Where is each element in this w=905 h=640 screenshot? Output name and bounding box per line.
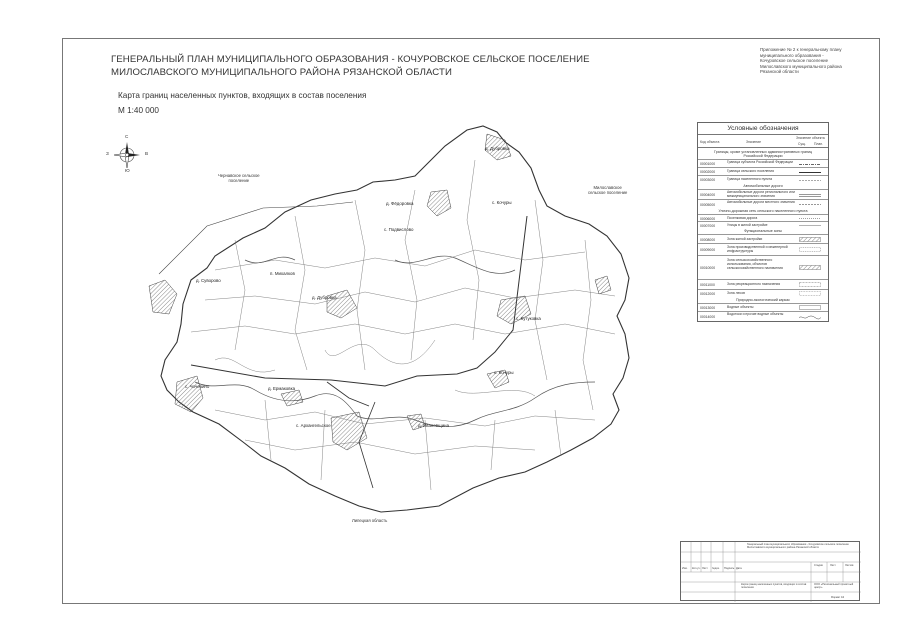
- legend-row: [698, 234, 828, 243]
- title-block-stamp: [680, 541, 860, 601]
- legend-row: [698, 214, 828, 221]
- map-scale: М 1:40 000: [118, 106, 159, 115]
- legend-symbol-zone: [799, 291, 821, 296]
- neighbor-south-label: Липецкая область: [352, 518, 388, 523]
- settlement-map: [95, 120, 675, 520]
- zone-ermakovka: [281, 390, 303, 406]
- compass-west: З: [106, 151, 109, 156]
- neighbor-east-line-1: Милославское: [593, 185, 622, 190]
- stamp-col-date: Дата: [736, 567, 742, 570]
- legend-section: Границы, кроме установленных административных границ: [713, 150, 813, 154]
- legend-row: [698, 199, 828, 208]
- settlement-label: д. Дубровка: [485, 146, 510, 151]
- stamp-sheet: Лист: [830, 564, 836, 567]
- settlement-label: д. Ермаковка: [268, 386, 296, 391]
- legend-code: 00003000: [700, 178, 716, 182]
- legend-desc: Водные объекты: [727, 305, 754, 309]
- settlement-label: с. Чочевино: [185, 384, 210, 389]
- legend-symbol-zone: [799, 237, 821, 242]
- legend-row: [698, 175, 828, 183]
- legend-code: 00004000: [700, 193, 716, 197]
- map-subtitle: Карта границ населенных пунктов, входящих в состав поселения: [118, 91, 367, 100]
- legend-code: 00013000: [700, 306, 716, 310]
- legend-code: 00012000: [700, 292, 716, 296]
- legend-desc: Водотоки и прочие водные объекты: [727, 312, 784, 316]
- appendix-line-1: Приложение № 2 к генеральному плану: [760, 47, 842, 52]
- legend-symbol-line: [799, 178, 821, 183]
- legend-code: 00001000: [700, 162, 716, 166]
- legend-header-plan: План.: [814, 142, 824, 146]
- legend-code: 00007000: [700, 224, 716, 228]
- settlement-boundary: [161, 126, 629, 512]
- stamp-grid: [681, 542, 861, 602]
- legend-code: 00009000: [700, 248, 716, 252]
- zone-chochevino: [175, 376, 203, 412]
- legend-desc: Зона лесов: [727, 291, 745, 295]
- legend-symbol-road: [799, 202, 821, 207]
- legend-symbol-water: [799, 315, 821, 320]
- title-line-2: МИЛОСЛАВСКОГО МУНИЦИПАЛЬНОГО РАЙОНА РЯЗАНСКОЙ ОБЛАСТИ: [111, 67, 452, 78]
- legend-row: [698, 243, 828, 255]
- legend-header-code: Код объекта: [700, 140, 720, 144]
- legend-section: Российской Федерации: [743, 154, 783, 158]
- compass-north: С: [125, 134, 129, 139]
- settlement-label: д. Фёдоровка: [386, 201, 414, 206]
- neighbor-west-line-1: Чернавское сельское: [218, 173, 260, 178]
- legend-symbol-zone: [799, 282, 821, 287]
- settlement-label: с. Подвислово: [384, 227, 414, 232]
- stamp-stage: Стадия: [814, 564, 823, 567]
- appendix-line-3: Кочуровское сельское поселение: [760, 58, 829, 64]
- legend-section: Функциональные зоны: [744, 229, 782, 233]
- legend-symbol-zone: [799, 247, 821, 252]
- zone-fedorovka: [427, 190, 451, 216]
- settlement-label: д. Ивановщина: [418, 423, 450, 428]
- appendix-line-2: муниципального образования -: [760, 52, 824, 58]
- legend-code: 00014000: [700, 315, 716, 319]
- stamp-format: Формат А3: [831, 596, 845, 599]
- stamp-col-change: Изм.: [682, 567, 688, 570]
- legend-code: 00005000: [700, 203, 716, 207]
- legend-title: Условные обозначения: [727, 125, 799, 132]
- neighbor-west-line-2: поселение: [228, 178, 250, 183]
- legend-row: [698, 167, 828, 175]
- stamp-col-sheet: Лист: [702, 567, 708, 570]
- legend-header-status: Значение объекта: [796, 136, 825, 140]
- legend-row: [698, 303, 828, 311]
- legend-symbol-zone: [799, 265, 821, 270]
- stamp-col-count: Кол.уч.: [692, 567, 701, 570]
- neighbor-east-line-2: сельское поселение: [588, 190, 628, 195]
- legend-header-exist: Сущ.: [798, 142, 806, 146]
- legend-row: [698, 159, 828, 167]
- settlement-label: п. Михалков: [270, 271, 295, 276]
- stamp-project-name: Генеральный план муниципального образования - Кочуровское сельское поселение Милославского муниципального района Рязанской области: [747, 543, 849, 549]
- legend-symbol-road: [799, 193, 821, 198]
- map-title: [111, 53, 590, 79]
- legend-symbol-street: [799, 223, 821, 228]
- legend-section: Улично-дорожная сеть сельского населенного пункта: [718, 209, 808, 213]
- settlement-label: д. Суворово: [196, 278, 221, 283]
- map-legend: [697, 122, 829, 322]
- settlement-label: с. Кочуры: [492, 200, 512, 205]
- legend-symbol-water: [799, 305, 821, 310]
- legend-code: 00008000: [700, 238, 716, 242]
- appendix-line-4: Милославского муниципального района: [760, 63, 842, 69]
- legend-desc: Зона рекреационного назначения: [727, 282, 781, 286]
- compass-rose-icon: [112, 140, 142, 170]
- legend-code: 00010000: [700, 266, 716, 270]
- legend-desc: Автомобильные дороги регионального или межмуниципального значения: [727, 190, 795, 198]
- legend-desc: Зона производственной и инженерной инфраструктуры: [727, 245, 788, 253]
- compass-east: В: [145, 151, 149, 156]
- legend-code: 00006000: [700, 217, 716, 221]
- stamp-map-name: Карта границ населенных пунктов, входящих в состав поселения: [741, 583, 807, 589]
- stamp-organization: ООО «Региональный проектный центр»: [814, 583, 854, 589]
- legend-header-name: Значение: [746, 140, 762, 144]
- legend-header: [698, 134, 828, 148]
- appendix-line-5: Рязанской области: [760, 69, 799, 75]
- stamp-col-doc: №док.: [712, 567, 720, 570]
- legend-desc: Граница населенного пункта: [727, 177, 772, 181]
- settlement-label: с. Архангельское: [296, 423, 331, 428]
- zone-east: [595, 276, 611, 294]
- legend-section: Автомобильные дороги: [743, 184, 783, 188]
- legend-section: Природно-экологический каркас: [736, 298, 790, 302]
- legend-desc: Поселковая дорога: [727, 216, 758, 220]
- compass-south: Ю: [125, 168, 130, 173]
- settlement-label: д. Дубровка: [312, 295, 337, 300]
- legend-row: [698, 311, 828, 322]
- legend-desc: Автомобильные дороги местного значения: [727, 200, 795, 204]
- zone-subbotino: [149, 280, 177, 314]
- legend-desc: Зона жилой застройки: [727, 237, 763, 241]
- title-line-1: ГЕНЕРАЛЬНЫЙ ПЛАН МУНИЦИПАЛЬНОГО ОБРАЗОВАНИЯ - КОЧУРОВСКОЕ СЕЛЬСКОЕ ПОСЕЛЕНИЕ: [111, 54, 590, 65]
- legend-desc: Улицы в жилой застройке: [727, 223, 768, 227]
- legend-desc: Зона сельскохозяйственного использования, объектов сельскохозяйственного назначения: [727, 258, 783, 270]
- legend-row: [698, 189, 828, 199]
- neighbor-east-label: [588, 185, 627, 195]
- legend-code: 00002000: [700, 170, 716, 174]
- settlement-label: с. Кочуры: [494, 370, 514, 375]
- legend-row: [698, 279, 828, 289]
- neighbor-west-label: [218, 173, 260, 183]
- appendix-note: [760, 47, 876, 75]
- settlement-label: с. Кутуковка: [516, 316, 541, 321]
- legend-desc: Граница сельского поселения: [727, 169, 774, 173]
- legend-code: 00011000: [700, 283, 715, 287]
- legend-row: [698, 221, 828, 228]
- stamp-sheets: Листов: [845, 564, 854, 567]
- stamp-col-sign: Подпись: [724, 567, 735, 570]
- legend-desc: Граница субъекта Российской Федерации: [727, 160, 793, 164]
- legend-row: [698, 289, 828, 297]
- legend-row: [698, 255, 828, 279]
